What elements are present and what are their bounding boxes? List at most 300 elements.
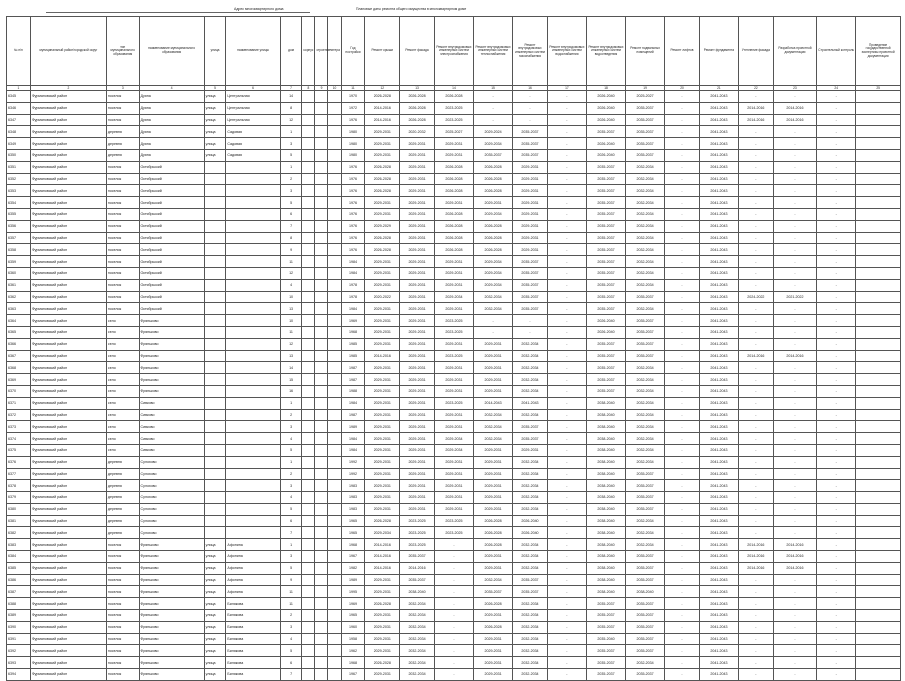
table-cell — [856, 468, 901, 480]
table-cell: - — [434, 669, 473, 681]
table-cell: 2029-2031 — [365, 645, 400, 657]
table-cell: 6391 — [7, 633, 31, 645]
table-cell: 6394 — [7, 669, 31, 681]
table-cell: улица — [204, 114, 226, 126]
table-cell: - — [817, 315, 856, 327]
table-cell: Октябрьский — [139, 161, 204, 173]
table-cell — [302, 244, 315, 256]
table-cell: 6372 — [7, 409, 31, 421]
table-cell: - — [547, 291, 586, 303]
table-cell: - — [547, 610, 586, 622]
table-cell: Дуяна — [139, 138, 204, 150]
table-cell: 1967 — [341, 669, 365, 681]
table-cell: 2026-2028 — [365, 244, 400, 256]
table-cell: 2032-2034 — [513, 385, 548, 397]
table-cell: 2032-2034 — [400, 645, 435, 657]
table-cell: - — [738, 397, 773, 409]
table-cell: - — [738, 515, 773, 527]
table-cell: - — [665, 409, 700, 421]
table-cell: 2041-2043 — [699, 267, 738, 279]
table-cell: - — [665, 256, 700, 268]
table-cell: 1976 — [341, 173, 365, 185]
table-cell — [315, 515, 328, 527]
table-cell: 2029-2031 — [400, 421, 435, 433]
table-cell: 2026-2040 — [586, 114, 625, 126]
table-cell: 2032-2034 — [626, 256, 665, 268]
table-cell — [226, 338, 280, 350]
table-cell — [856, 562, 901, 574]
table-cell — [204, 421, 226, 433]
table-cell: 2038-2040 — [586, 551, 625, 563]
column-header: Ремонт внутридомовых инженерных систем электроснабжения — [434, 17, 473, 86]
table-cell: Фурмановский район — [30, 267, 106, 279]
table-cell: 2029-2031 — [474, 385, 513, 397]
table-cell: 6370 — [7, 385, 31, 397]
table-cell — [226, 267, 280, 279]
table-cell — [226, 503, 280, 515]
table-cell: - — [817, 657, 856, 669]
table-cell: 2035-2037 — [586, 362, 625, 374]
table-cell: - — [773, 138, 816, 150]
table-cell: - — [817, 326, 856, 338]
table-cell: 2035-2037 — [400, 574, 435, 586]
table-cell — [302, 397, 315, 409]
table-cell: - — [665, 149, 700, 161]
table-cell: 2035-2037 — [586, 232, 625, 244]
table-cell: Октябрьский — [139, 173, 204, 185]
table-cell: Садовая — [226, 138, 280, 150]
table-cell: 6 — [280, 515, 302, 527]
table-cell: - — [817, 362, 856, 374]
table-cell: 2029-2031 — [434, 303, 473, 315]
table-cell: 3 — [280, 421, 302, 433]
table-cell: поселок — [106, 208, 139, 220]
table-cell — [226, 208, 280, 220]
table-cell: - — [738, 610, 773, 622]
table-cell: - — [817, 444, 856, 456]
table-cell — [204, 185, 226, 197]
table-cell: - — [773, 456, 816, 468]
table-cell — [315, 185, 328, 197]
table-cell: 2029-2031 — [434, 362, 473, 374]
table-cell: поселок — [106, 185, 139, 197]
table-cell: 2035-2037 — [513, 267, 548, 279]
table-cell: 2026-2028 — [474, 244, 513, 256]
table-cell: 1976 — [341, 244, 365, 256]
table-cell: 2035-2037 — [626, 138, 665, 150]
table-cell: - — [738, 303, 773, 315]
table-cell: 2041-2043 — [699, 562, 738, 574]
table-cell: 2023-2025 — [400, 539, 435, 551]
table-cell: Фурмановский район — [30, 244, 106, 256]
table-cell: Фряньково — [139, 598, 204, 610]
table-cell — [328, 598, 341, 610]
table-cell — [856, 220, 901, 232]
table-cell — [856, 256, 901, 268]
table-cell: 2041-2043 — [699, 433, 738, 445]
table-cell: - — [665, 621, 700, 633]
table-cell — [204, 385, 226, 397]
table-cell: - — [665, 303, 700, 315]
table-cell — [856, 539, 901, 551]
table-cell: улица — [204, 598, 226, 610]
table-cell — [302, 303, 315, 315]
table-cell — [328, 669, 341, 681]
table-cell: - — [547, 256, 586, 268]
table-cell: 1 — [280, 539, 302, 551]
table-cell: - — [665, 385, 700, 397]
table-cell: 2035-2037 — [513, 126, 548, 138]
table-cell — [328, 621, 341, 633]
table-cell: Билякова — [226, 598, 280, 610]
table-cell — [856, 91, 901, 103]
table-cell — [226, 527, 280, 539]
table-cell: Фурмановский район — [30, 149, 106, 161]
table-row — [7, 456, 901, 468]
table-cell: - — [773, 492, 816, 504]
table-cell: 2014-2016 — [773, 539, 816, 551]
table-cell — [328, 102, 341, 114]
table-cell: - — [474, 315, 513, 327]
table-cell: улица — [204, 562, 226, 574]
table-cell: Сивково — [139, 433, 204, 445]
table-cell: 2029-2034 — [434, 433, 473, 445]
table-cell — [302, 385, 315, 397]
table-cell: 2041-2043 — [699, 480, 738, 492]
table-cell: 1967 — [341, 551, 365, 563]
column-index: 25 — [856, 86, 901, 91]
table-cell — [328, 220, 341, 232]
table-cell: 2032-2034 — [513, 350, 548, 362]
table-cell: - — [474, 326, 513, 338]
table-row — [7, 468, 901, 480]
column-header: Ремонт лифтов — [665, 17, 700, 86]
table-cell: 6385 — [7, 562, 31, 574]
table-cell: 2032-2034 — [626, 515, 665, 527]
table-cell — [328, 574, 341, 586]
table-cell — [226, 444, 280, 456]
table-cell — [856, 161, 901, 173]
table-cell: 2029-2031 — [513, 444, 548, 456]
table-cell — [856, 385, 901, 397]
table-cell: 2041-2043 — [699, 161, 738, 173]
table-cell — [315, 338, 328, 350]
table-cell: - — [738, 586, 773, 598]
table-cell: - — [547, 492, 586, 504]
table-cell — [204, 161, 226, 173]
table-cell: Октябрьский — [139, 185, 204, 197]
table-cell: 1984 — [341, 303, 365, 315]
table-row — [7, 527, 901, 539]
table-cell: поселок — [106, 161, 139, 173]
table-cell — [315, 244, 328, 256]
table-cell: 2026-2040 — [586, 91, 625, 103]
table-cell — [856, 503, 901, 515]
table-cell — [302, 669, 315, 681]
table-cell: - — [738, 173, 773, 185]
table-cell: деревня — [106, 456, 139, 468]
table-cell: 2041-2043 — [699, 291, 738, 303]
table-cell — [302, 267, 315, 279]
table-cell — [315, 197, 328, 209]
table-cell: 2029-2031 — [365, 586, 400, 598]
table-cell: 2024-2022 — [738, 291, 773, 303]
table-cell: - — [738, 326, 773, 338]
table-cell: - — [474, 102, 513, 114]
table-cell: 2029-2031 — [400, 173, 435, 185]
table-cell: 1985 — [341, 338, 365, 350]
table-cell: 2032-2034 — [474, 303, 513, 315]
table-cell: 2035-2037 — [586, 338, 625, 350]
table-cell: 2029-2031 — [365, 633, 400, 645]
table-cell: - — [738, 91, 773, 103]
table-cell: 2023-2025 — [434, 515, 473, 527]
table-cell: деревня — [106, 468, 139, 480]
table-cell: 2032-2034 — [626, 385, 665, 397]
table-cell: 6386 — [7, 574, 31, 586]
table-cell: Фурмановский район — [30, 374, 106, 386]
table-cell: 1983 — [341, 480, 365, 492]
table-cell — [302, 338, 315, 350]
table-cell: улица — [204, 645, 226, 657]
table-cell: 2029-2031 — [365, 138, 400, 150]
table-cell: 1984 — [341, 444, 365, 456]
table-cell: 2029-2031 — [474, 350, 513, 362]
table-cell: - — [773, 220, 816, 232]
table-cell: 2038-2040 — [586, 562, 625, 574]
table-cell: - — [665, 586, 700, 598]
table-cell: улица — [204, 91, 226, 103]
table-cell: 2029-2031 — [434, 480, 473, 492]
table-cell — [315, 374, 328, 386]
table-cell: 6355 — [7, 208, 31, 220]
table-cell: 2026-2040 — [513, 515, 548, 527]
table-cell — [856, 114, 901, 126]
table-cell: - — [665, 527, 700, 539]
table-cell: 1968 — [341, 539, 365, 551]
table-cell — [226, 220, 280, 232]
table-cell — [226, 409, 280, 421]
table-cell: Билякова — [226, 645, 280, 657]
table-cell — [204, 492, 226, 504]
table-cell: 2041-2043 — [699, 456, 738, 468]
table-cell: 9 — [280, 244, 302, 256]
table-cell: 6351 — [7, 161, 31, 173]
table-cell: 2035-2037 — [513, 291, 548, 303]
table-cell: 2041-2043 — [699, 574, 738, 586]
table-cell: 2035-2037 — [586, 350, 625, 362]
table-cell: 2026-2028 — [434, 244, 473, 256]
table-cell — [302, 232, 315, 244]
table-cell: - — [547, 586, 586, 598]
table-cell: - — [434, 551, 473, 563]
table-cell: 1962 — [341, 645, 365, 657]
table-cell: - — [773, 244, 816, 256]
table-cell: 2029-2031 — [400, 244, 435, 256]
table-cell: 1976 — [341, 220, 365, 232]
table-cell — [315, 633, 328, 645]
column-header: улица — [204, 17, 226, 86]
table-cell — [856, 138, 901, 150]
table-cell: 2041-2043 — [699, 138, 738, 150]
table-cell: - — [817, 551, 856, 563]
table-cell: 2035-2037 — [586, 208, 625, 220]
column-header: дом — [280, 17, 302, 86]
table-cell: 2032-2034 — [513, 362, 548, 374]
table-cell: 6379 — [7, 492, 31, 504]
table-cell: 2029-2031 — [365, 480, 400, 492]
table-cell: 6360 — [7, 267, 31, 279]
table-cell: 2032-2034 — [626, 185, 665, 197]
table-cell: 2038-2040 — [586, 409, 625, 421]
table-cell — [302, 114, 315, 126]
table-cell: 2041-2043 — [699, 598, 738, 610]
table-cell: - — [738, 468, 773, 480]
table-cell: - — [547, 208, 586, 220]
table-row — [7, 291, 901, 303]
table-cell: поселок — [106, 598, 139, 610]
table-cell: - — [738, 444, 773, 456]
table-cell: 2029-2031 — [400, 350, 435, 362]
table-cell: Сулохово — [139, 515, 204, 527]
table-cell: поселок — [106, 645, 139, 657]
table-cell: - — [738, 456, 773, 468]
table-cell: - — [665, 362, 700, 374]
table-cell — [856, 197, 901, 209]
table-cell: - — [513, 315, 548, 327]
table-cell — [856, 232, 901, 244]
table-cell: 2041-2043 — [699, 315, 738, 327]
table-cell: 2041-2043 — [699, 492, 738, 504]
table-cell — [856, 149, 901, 161]
table-cell: 2035-2037 — [626, 574, 665, 586]
table-cell — [204, 362, 226, 374]
table-cell: 2029-2031 — [365, 421, 400, 433]
table-cell: Фурмановский район — [30, 527, 106, 539]
column-header: Строительный контроль — [817, 17, 856, 86]
table-cell — [315, 551, 328, 563]
table-cell: 11 — [280, 586, 302, 598]
table-cell: - — [738, 267, 773, 279]
table-cell: 2032-2034 — [400, 657, 435, 669]
table-cell: - — [773, 480, 816, 492]
column-index: 23 — [773, 86, 816, 91]
table-cell: 1992 — [341, 468, 365, 480]
table-cell — [856, 279, 901, 291]
table-cell — [302, 515, 315, 527]
table-cell: 6356 — [7, 220, 31, 232]
table-cell: - — [738, 232, 773, 244]
table-cell: деревня — [106, 480, 139, 492]
table-cell: 2029-2031 — [400, 232, 435, 244]
table-cell: 2035-2037 — [586, 610, 625, 622]
table-cell — [328, 374, 341, 386]
table-cell: - — [738, 598, 773, 610]
table-cell: 2029-2031 — [434, 374, 473, 386]
table-cell: 2041-2043 — [699, 326, 738, 338]
column-header: наименование улицы — [226, 17, 280, 86]
table-cell: 2035-2037 — [586, 291, 625, 303]
table-cell: Фряньково — [139, 633, 204, 645]
table-cell: 2035-2037 — [626, 562, 665, 574]
table-cell: Сивково — [139, 421, 204, 433]
table-cell: Фряньково — [139, 551, 204, 563]
table-cell — [315, 409, 328, 421]
table-cell: - — [773, 374, 816, 386]
table-cell: 2029-2031 — [434, 503, 473, 515]
table-cell: 2029-2031 — [434, 138, 473, 150]
table-cell — [856, 456, 901, 468]
table-cell: 2035-2037 — [586, 220, 625, 232]
table-cell: 2014-2016 — [738, 114, 773, 126]
table-cell: 6382 — [7, 527, 31, 539]
table-cell: 2029-2031 — [365, 574, 400, 586]
table-cell: 2023-2025 — [434, 114, 473, 126]
table-cell: 2035-2037 — [626, 503, 665, 515]
table-cell: 2026-2028 — [365, 91, 400, 103]
table-cell: Фряньково — [139, 562, 204, 574]
table-cell: 2041-2043 — [699, 350, 738, 362]
table-cell: 2029-2031 — [400, 315, 435, 327]
table-cell: 2014-2016 — [738, 539, 773, 551]
table-cell: 2032-2034 — [513, 598, 548, 610]
table-cell: Фурмановский район — [30, 138, 106, 150]
table-cell: - — [817, 562, 856, 574]
table-cell: - — [738, 126, 773, 138]
table-cell: 1984 — [341, 397, 365, 409]
table-cell: - — [817, 114, 856, 126]
table-cell: Афонина — [226, 574, 280, 586]
table-cell — [302, 456, 315, 468]
table-cell: поселок — [106, 610, 139, 622]
table-cell — [315, 91, 328, 103]
table-cell — [856, 185, 901, 197]
table-cell: 1965 — [341, 610, 365, 622]
table-cell — [328, 385, 341, 397]
table-cell — [302, 197, 315, 209]
table-cell — [328, 456, 341, 468]
column-index: 24 — [817, 86, 856, 91]
table-cell — [328, 173, 341, 185]
table-cell: - — [738, 256, 773, 268]
table-cell: - — [665, 421, 700, 433]
table-cell: 1965 — [341, 527, 365, 539]
table-cell: Фряньково — [139, 385, 204, 397]
table-cell: деревня — [106, 138, 139, 150]
table-cell — [204, 256, 226, 268]
table-cell: 2035-2037 — [626, 126, 665, 138]
table-cell: 2029-2031 — [365, 326, 400, 338]
column-index: 5 — [204, 86, 226, 91]
table-cell: 2026-2040 — [586, 315, 625, 327]
table-cell: 2032-2034 — [626, 279, 665, 291]
table-cell — [302, 161, 315, 173]
table-cell — [302, 621, 315, 633]
table-cell: 2029-2031 — [513, 161, 548, 173]
table-cell — [328, 350, 341, 362]
table-cell — [315, 291, 328, 303]
table-cell: 2032-2034 — [513, 409, 548, 421]
table-cell: - — [665, 598, 700, 610]
table-cell: Фряньково — [139, 315, 204, 327]
table-cell — [315, 657, 328, 669]
table-cell: 2029-2031 — [474, 492, 513, 504]
table-cell: - — [738, 279, 773, 291]
table-cell: 1985 — [341, 350, 365, 362]
table-cell — [204, 279, 226, 291]
table-cell: - — [773, 657, 816, 669]
table-cell: - — [547, 444, 586, 456]
